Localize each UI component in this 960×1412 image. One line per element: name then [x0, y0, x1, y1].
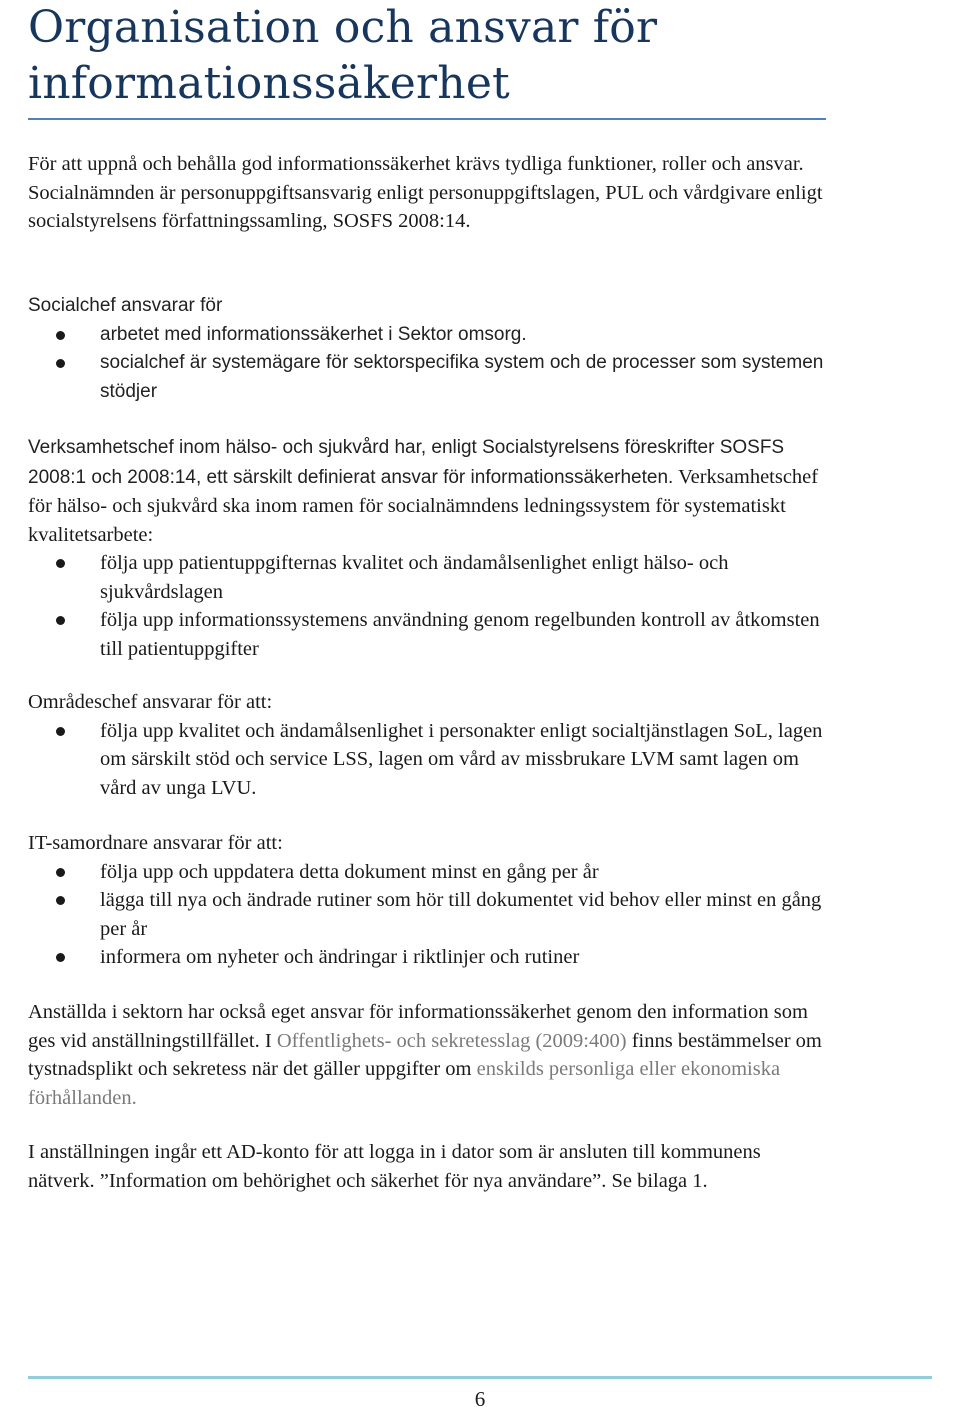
adkonto-text: I anställningen ingår ett AD-konto för att logga in i dator som är ansluten till kommunens nätverk. ”Information om behörighet och säkerhet för nya användare”. Se bilaga 1. — [28, 1141, 761, 1192]
document-page — [28, 0, 828, 112]
intro-paragraph — [28, 150, 828, 236]
bullet-icon — [56, 359, 65, 368]
itsamordnare-heading: IT-samordnare ansvarar för att: — [28, 832, 283, 854]
list-item — [28, 886, 828, 943]
verksamhetschef-list — [28, 549, 828, 663]
bullet-icon — [56, 868, 65, 877]
anstallda-text-part2: finns bestämmelser om tystnadsplikt och sekretess när det gäller uppgifter om — [28, 1029, 822, 1080]
socialchef-list — [28, 321, 828, 407]
page-number: 6 — [474, 1387, 486, 1411]
list-item — [28, 717, 828, 803]
list-item-text: följa upp informationssystemens användning genom regelbunden kontroll av åtkomsten till patientuppgifter — [100, 609, 820, 660]
title-underline — [28, 118, 826, 120]
omradeschef-list — [28, 717, 828, 803]
verksamhetschef-section — [28, 433, 828, 663]
adkonto-paragraph — [28, 1138, 828, 1195]
list-item-text: informera om nyheter och ändringar i riktlinjer och rutiner — [100, 946, 580, 968]
verksamhetschef-text-a: Verksamhetschef inom hälso- och sjukvård har, enligt Socialstyrelsens föreskrifter SOSFS 2008:1 och 2008:14, ett särskilt definierat ansvar för informationssäkerheten. — [28, 437, 785, 488]
anstallda-text-part1: Anställda i sektorn har också eget ansvar för informationssäkerhet genom den information som ges vid anställningstillfället. I — [28, 1001, 808, 1052]
verksamhetschef-text — [28, 433, 828, 549]
list-item — [28, 321, 828, 350]
list-item-text: arbetet med informationssäkerhet i Sektor omsorg. — [100, 323, 527, 345]
socialchef-section — [28, 292, 828, 406]
bullet-icon — [56, 331, 65, 340]
list-item — [28, 858, 828, 887]
list-item-text: följa upp och uppdatera detta dokument minst en gång per år — [100, 860, 599, 883]
page-title — [28, 0, 828, 112]
omradeschef-heading: Områdeschef ansvarar för att: — [28, 691, 273, 713]
title-line-2: informationssäkerhet — [28, 58, 510, 109]
list-item-text: följa upp patientuppgifternas kvalitet och ändamålsenlighet enligt hälso- och sjukvårdslagen — [100, 552, 729, 603]
socialchef-heading: Socialchef ansvarar för — [28, 295, 223, 316]
bullet-icon — [56, 616, 65, 625]
bullet-icon — [56, 559, 65, 568]
list-item-text: lägga till nya och ändrade rutiner som hör till dokumentet vid behov eller minst en gång per år — [100, 889, 822, 940]
title-line-1: Organisation och ansvar för — [28, 2, 658, 53]
bullet-icon — [56, 953, 65, 962]
list-item — [28, 549, 828, 606]
list-item — [28, 606, 828, 663]
list-item-text: följa upp kvalitet och ändamålsenlighet i personakter enligt socialtjänstlagen SoL, lagen om särskilt stöd och service LSS, lagen om vård av missbrukare LVM samt lagen om vård av unga LVU. — [100, 719, 823, 799]
itsamordnare-section — [28, 829, 828, 972]
omradeschef-section — [28, 688, 828, 802]
list-item — [28, 349, 828, 406]
verksamhetschef-text-b: Verksamhetschef för hälso- och sjukvård ska inom ramen för socialnämndens ledningssystem för systematiskt kvalitetsarbete: — [28, 465, 819, 546]
sekretesslag-link[interactable]: Offentlighets- och sekretesslag (2009:400) — [276, 1029, 627, 1052]
anstallda-paragraph — [28, 998, 828, 1112]
bullet-icon — [56, 727, 65, 736]
list-item-text: socialchef är systemägare för sektorspecifika system och de processer som systemen stödjer — [100, 352, 824, 402]
footer-divider — [28, 1376, 932, 1379]
bullet-icon — [56, 896, 65, 905]
anstallda-text — [28, 998, 828, 1112]
forhallanden-link[interactable]: enskilds personliga eller ekonomiska förhållanden. — [28, 1058, 781, 1109]
itsamordnare-list — [28, 858, 828, 972]
intro-text: För att uppnå och behålla god informationssäkerhet krävs tydliga funktioner, roller och ansvar. Socialnämnden är personuppgiftsansvarig enligt personuppgiftslagen, PUL och vårdgivare enligt socialstyrelsens författningssamling, SOSFS 2008:14. — [28, 153, 823, 232]
list-item — [28, 943, 828, 972]
